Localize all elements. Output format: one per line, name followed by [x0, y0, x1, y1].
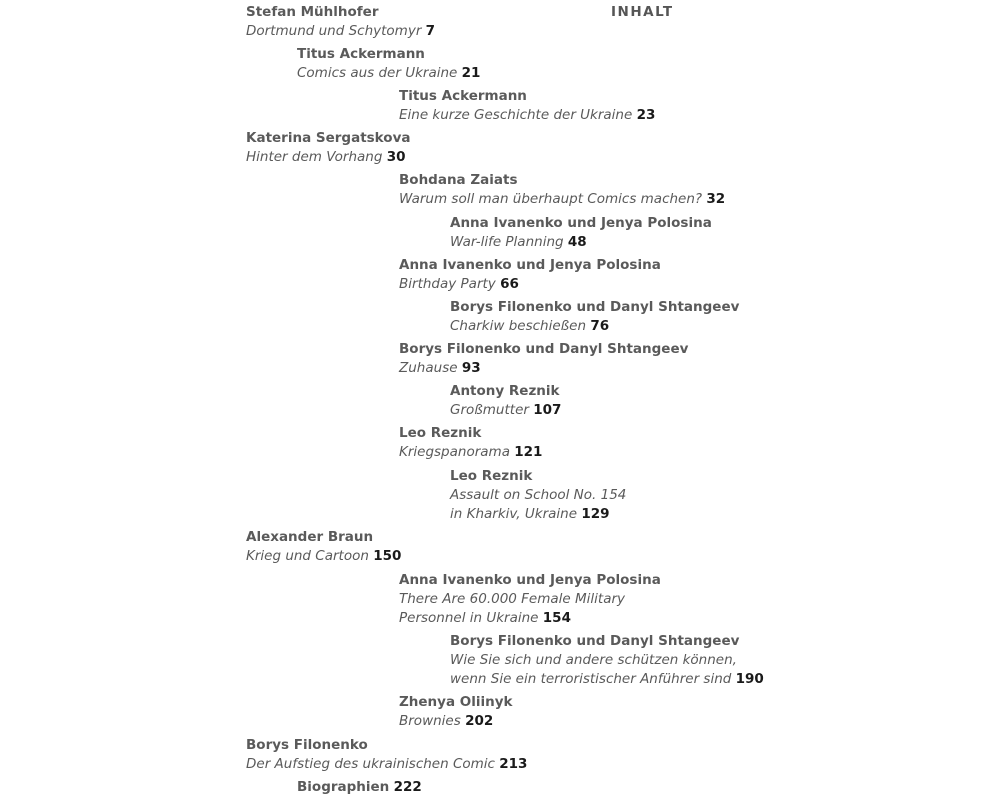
toc-entry — [399, 340, 688, 378]
toc-title: Eine kurze Geschichte der Ukraine — [399, 107, 633, 123]
toc-author: Alexander Braun — [246, 529, 374, 545]
toc-page-number: 202 — [465, 713, 494, 729]
toc-page-number: 93 — [461, 360, 481, 376]
toc-entry — [450, 467, 626, 524]
toc-author: Antony Reznik — [450, 383, 560, 399]
toc-page-number: 129 — [581, 506, 610, 522]
toc-author: Leo Reznik — [399, 425, 482, 441]
toc-page-number: 154 — [542, 610, 571, 626]
toc-title: Brownies — [399, 713, 461, 729]
toc-entry — [297, 45, 480, 83]
toc-title: Krieg und Cartoon — [246, 548, 369, 564]
toc-page-number: 7 — [425, 23, 436, 39]
toc-title: Großmutter — [450, 402, 529, 418]
toc-entry — [246, 3, 435, 41]
toc-title-line: wenn Sie ein terroristischer Anführer sind — [450, 671, 732, 687]
toc-title-line: Personnel in Ukraine — [399, 610, 539, 626]
toc-title-line: Wie Sie sich und andere schützen können, — [450, 652, 737, 668]
toc-entry — [246, 736, 527, 774]
toc-entry — [450, 632, 764, 689]
toc-author: Zhenya Oliinyk — [399, 694, 513, 710]
toc-entry — [399, 87, 655, 125]
toc-author: Borys Filonenko und Danyl Shtangeev — [450, 299, 740, 315]
toc-page-number: 23 — [636, 107, 656, 123]
toc-page-number: 30 — [386, 149, 406, 165]
toc-author: Bohdana Zaiats — [399, 172, 518, 188]
toc-author: Titus Ackermann — [399, 88, 527, 104]
toc-section-title: Biographien — [297, 779, 390, 795]
toc-title: Hinter dem Vorhang — [246, 149, 383, 165]
toc-entry — [399, 693, 513, 731]
toc-title: Kriegspanorama — [399, 444, 510, 460]
toc-entry — [450, 298, 739, 336]
toc-author: Anna Ivanenko und Jenya Polosina — [450, 215, 712, 231]
toc-author: Borys Filonenko — [246, 737, 368, 753]
toc-title: Zuhause — [399, 360, 458, 376]
toc-page-number: 32 — [706, 191, 726, 207]
toc-title: Birthday Party — [399, 276, 496, 292]
toc-author: Katerina Sergatskova — [246, 130, 411, 146]
toc-page-number: 213 — [499, 756, 528, 772]
toc-entry — [399, 571, 661, 628]
toc-entry — [399, 424, 542, 462]
toc-page-number: 190 — [735, 671, 764, 687]
toc-title-line: in Kharkiv, Ukraine — [450, 506, 578, 522]
toc-title: Charkiw beschießen — [450, 318, 587, 334]
toc-title: Comics aus der Ukraine — [297, 65, 458, 81]
toc-page-number: 121 — [514, 444, 543, 460]
toc-author: Titus Ackermann — [297, 46, 425, 62]
toc-entry — [399, 171, 725, 209]
toc-page-number: 150 — [373, 548, 402, 564]
toc-entry — [399, 256, 661, 294]
toc-title: Der Aufstieg des ukrainischen Comic — [246, 756, 495, 772]
toc-entry — [297, 778, 422, 797]
toc-author: Borys Filonenko und Danyl Shtangeev — [450, 633, 740, 649]
toc-entry — [246, 528, 401, 566]
toc-title: Dortmund und Schytomyr — [246, 23, 422, 39]
toc-author: Anna Ivanenko und Jenya Polosina — [399, 572, 661, 588]
toc-author: Stefan Mühlhofer — [246, 4, 379, 20]
toc-title-line: There Are 60.000 Female Military — [399, 591, 626, 607]
toc-entry — [246, 129, 411, 167]
toc-title: Warum soll man überhaupt Comics machen? — [399, 191, 703, 207]
page-heading: INHALT — [611, 4, 674, 20]
toc-title-line: Assault on School No. 154 — [450, 487, 627, 503]
toc-page-number: 76 — [590, 318, 610, 334]
toc-page-number: 21 — [461, 65, 481, 81]
toc-entry — [450, 382, 561, 420]
toc-author: Leo Reznik — [450, 468, 533, 484]
toc-author: Borys Filonenko und Danyl Shtangeev — [399, 341, 689, 357]
toc-page-number: 222 — [393, 779, 422, 795]
toc-page-number: 66 — [500, 276, 519, 292]
toc-author: Anna Ivanenko und Jenya Polosina — [399, 257, 661, 273]
toc-page-number: 107 — [533, 402, 562, 418]
toc-page-number: 48 — [567, 234, 587, 250]
toc-entry — [450, 214, 712, 252]
toc-title: War-life Planning — [450, 234, 564, 250]
